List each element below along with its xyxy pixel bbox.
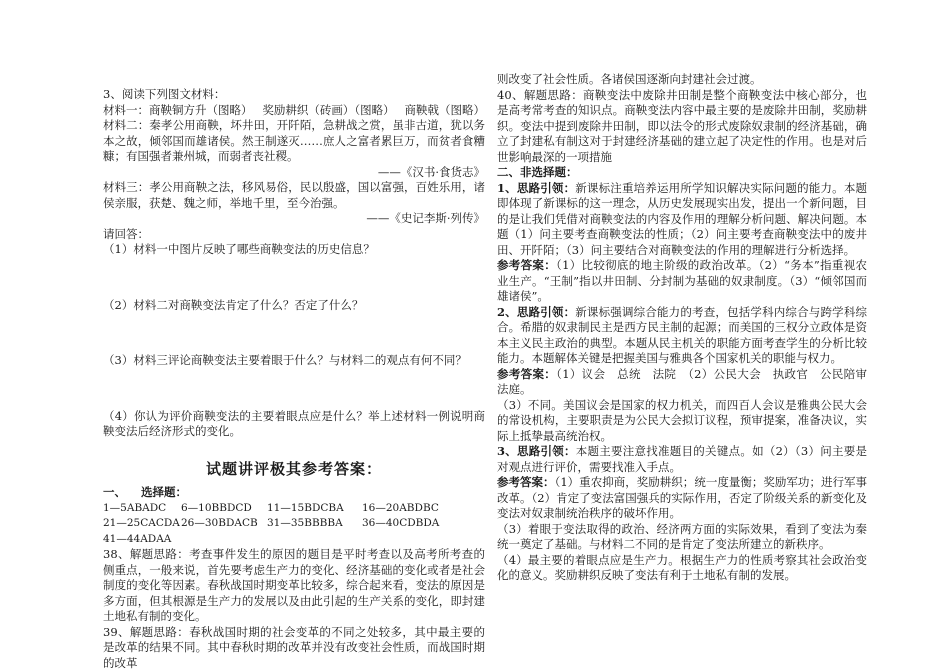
answer-3 bbox=[497, 475, 867, 522]
choice-heading bbox=[103, 485, 485, 501]
material2-text: 材料二：秦孝公用商鞅，坏井田，开阡陌，急耕战之赏，虽非古道，犹以务本之故，倾邻国而雄诸侯。然王制遂灭……庶人之富者累巨万，而贫者食糟糠；有国强者兼州城，而弱者丧社稷。 bbox=[103, 118, 485, 165]
answer-item: 36—40CDBDA bbox=[362, 516, 472, 532]
left-column bbox=[103, 0, 485, 671]
question-4: （4）你认为评价商鞅变法的主要着眼点应是什么？举上述材料一例说明商鞅变法后经济形式的变化。 bbox=[103, 409, 485, 440]
answer-2-label: 参考答案： bbox=[497, 367, 556, 381]
q3-intro: 3、阅读下列图文材料： bbox=[103, 87, 485, 103]
explanation-40: 40、解题思路：商鞅变法中废除井田制是整个商鞅变法中核心部分，也是高考常考查的知识点。商鞅变法内容中最主要的是废除井田制，奖励耕织。变法中提到废除井田制，即以法令的形式废除奴隶制的经济基础，确立了封建私有制这对于封建经济基础的建立起了决定性的作用。也是对后世影响最深的一项措施 bbox=[497, 88, 867, 166]
material1-label: 材料一：商鞅铜方升（图略） bbox=[103, 103, 253, 119]
answer-item: 41—44ADAA bbox=[103, 532, 181, 548]
right-column bbox=[497, 0, 867, 584]
answer-1 bbox=[497, 258, 867, 305]
question-2: （2）材料二对商鞅变法肯定了什么？否定了什么？ bbox=[103, 298, 485, 314]
guide-2-label: 2、思路引领： bbox=[497, 305, 575, 319]
material3-source: ——《史记李斯·列传》 bbox=[103, 211, 485, 227]
answer-item: 26—30BDACB bbox=[181, 516, 267, 532]
explanation-39: 39、解题思路：春秋战国时期的社会变革的不同之处较多，其中最主要的是改革的结果不同。其中春秋时期的改革并没有改变社会性质，而战国时期的改革 bbox=[103, 625, 485, 671]
guide-1 bbox=[497, 181, 867, 259]
guide-1-text: 新课标注重培养运用所学知识解决实际问题的能力。本题即体现了新课标的这一理念，从历史发展现实出发，提出一个新问题，目的是让我们凭借对商鞅变法的内容及作用的理解分析问题、解决问题。本题（1）问主要考查商鞅变法的性质；（2）问主要考查商鞅变法中的废井田、开阡陌；（3）问主要结合对商鞅变法的作用的理解进行分析选择。 bbox=[497, 181, 867, 257]
section-2-heading: 二、非选择题： bbox=[497, 165, 867, 181]
question-1: （1）材料一中图片反映了哪些商鞅变法的历史信息？ bbox=[103, 242, 485, 258]
material3-text: 材料三：孝公用商鞅之法，移风易俗，民以殷盛，国以富强，百姓乐用，诸侯亲服，获楚、魏之师，举地千里，至今治强。 bbox=[103, 180, 485, 211]
answer-grid bbox=[103, 501, 485, 548]
material1-b: 奖励耕织（砖画）（图略） bbox=[262, 103, 394, 119]
guide-3-label: 3、思路引领： bbox=[497, 444, 576, 458]
guide-1-label: 1、思路引领： bbox=[497, 181, 575, 195]
answer-item: 16—20ABDBC bbox=[362, 501, 472, 517]
choice-heading-label: 选择题： bbox=[141, 485, 187, 499]
explanation-39-cont: 则改变了社会性质。各诸侯国逐渐向封建社会过渡。 bbox=[497, 72, 867, 88]
guide-2-text: 新课标强调综合能力的考查，包括学科内综合与跨学科综合。希腊的奴隶制民主是西方民主制的起源；而美国的三权分立政体是资本主义民主政治的典型。本题从民主机关的职能方面考查学生的分析比较能力。本题解体关键是把握美国与雅典各个国家机关的职能与权力。 bbox=[497, 305, 867, 366]
answer-2b: （3）不同。美国议会是国家的权力机关，而四百人会议是雅典公民大会的常设机构，主要职责是为公民大会拟订议程，预审提案，准备决议，实际上抵挚最高统治权。 bbox=[497, 398, 867, 445]
answer-item: 6—10BBDCD bbox=[181, 501, 267, 517]
explanation-38: 38、解题思路：考查事件发生的原因的题目是平时考查以及高考所考查的侧重点，一般来说，首先要考虑生产力的变化、经济基础的变化或者是社会制度的变化等因素。春秋战国时期变革比较多，综合起来看，变法的原因是多方面，但其根源是生产力的发展以及由此引起的生产关系的变化，即封建土地私有制的变化。 bbox=[103, 547, 485, 625]
answer-3c: （4）最主要的着眼点应是生产力。根据生产力的性质考察其社会政治变化的意义。奖励耕织反映了变法有利于土地私有制的发展。 bbox=[497, 553, 867, 584]
question-3: （3）材料三评论商鞅变法主要着眼于什么？与材料二的观点有何不同？ bbox=[103, 353, 485, 369]
material1-row bbox=[103, 103, 485, 119]
ask-label: 请回答： bbox=[103, 227, 485, 243]
choice-heading-num: 一、 bbox=[103, 485, 141, 501]
answer-3b: （3）着眼于变法取得的政治、经济两方面的实际效果，看到了变法为秦统一奠定了基础。与材料二不同的是肯定了变法所建立的新秩序。 bbox=[497, 522, 867, 553]
answer-3-text: （1）重农抑商，奖励耕织；统一度量衡；奖励军功；进行军事改革。（2）肯定了变法富国强兵的实际作用，否定了阶级关系的新变化及变法对奴隶制统治秩序的破坏作用。 bbox=[497, 475, 867, 520]
guide-3 bbox=[497, 444, 867, 475]
guide-2 bbox=[497, 305, 867, 367]
answer-1-label: 参考答案： bbox=[497, 258, 556, 272]
material2-source: ——《汉书·食货志》 bbox=[103, 165, 485, 181]
answer-2 bbox=[497, 367, 867, 398]
answer-item: 31—35BBBBA bbox=[267, 516, 362, 532]
answer-3-label: 参考答案： bbox=[497, 475, 555, 489]
guide-3-text: 本题主要注意找准题目的关键点。如（2）（3）问主要是对观点进行评价，需要找准入手点。 bbox=[497, 444, 867, 474]
answer-item: 11—15BDCBA bbox=[267, 501, 362, 517]
answer-item: 1—5ABADC bbox=[103, 501, 181, 517]
answer-2-text: （1）议会 总统 法院 （2）公民大会 执政官 公民陪审法庭。 bbox=[497, 367, 867, 397]
material1-c: 商鞅戟（图略） bbox=[405, 103, 486, 119]
answer-1-text: （1）比较彻底的地主阶级的政治改革。（2）“务本”指重视农业生产。“王制”指以井田制、分封制为基础的奴隶制度。（3）“倾邻国而雄诸侯”。 bbox=[497, 258, 867, 303]
section-title: 试题讲评极其参考答案： bbox=[103, 462, 485, 478]
answer-item: 21—25CACDA bbox=[103, 516, 181, 532]
